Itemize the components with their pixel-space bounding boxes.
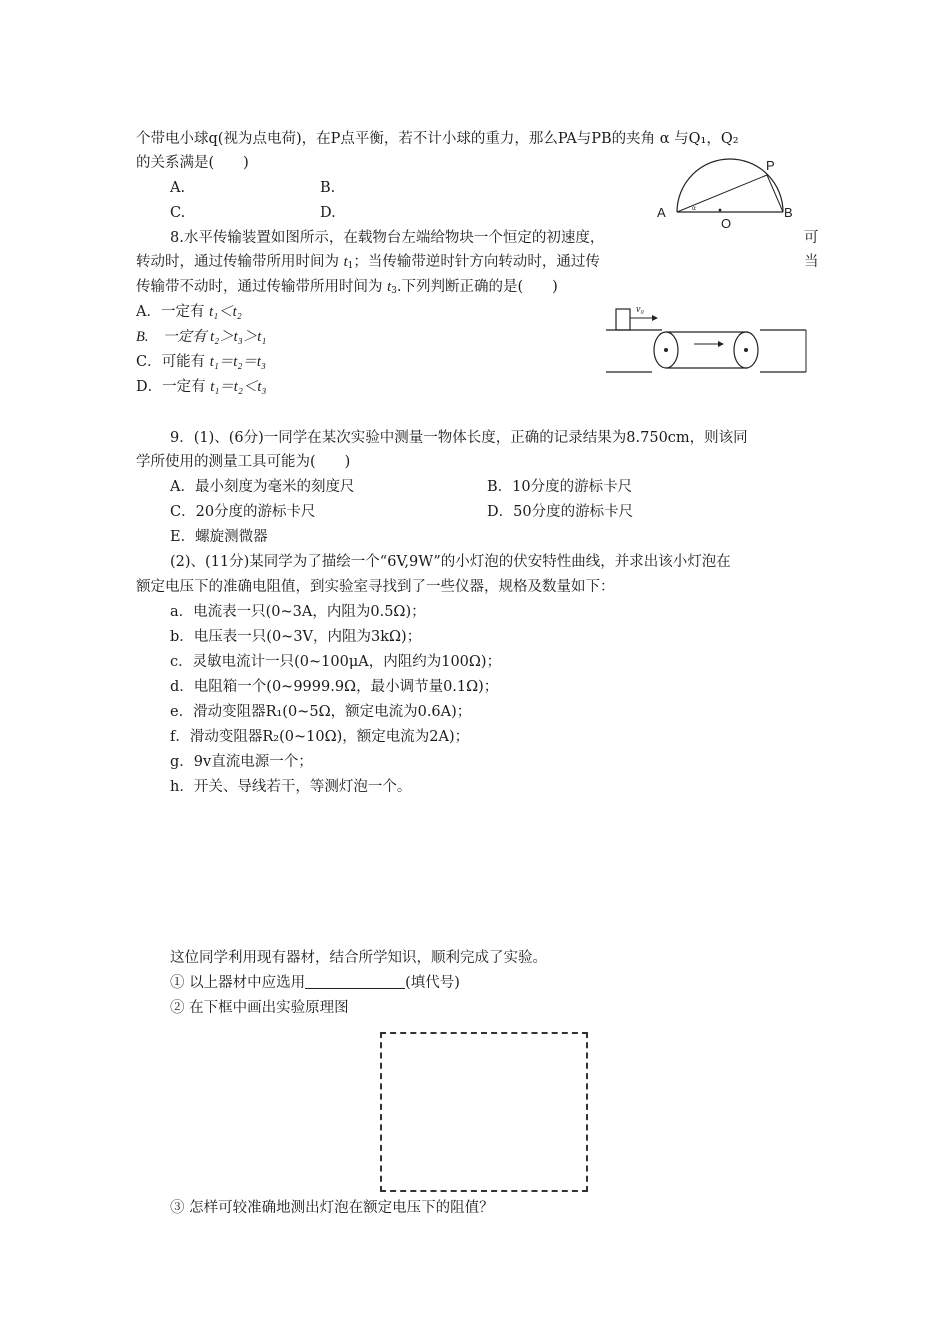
q8-option-d-label: D．一定有 <box>136 379 211 395</box>
point-p-label: P <box>766 158 775 173</box>
q8-option-a <box>136 302 242 322</box>
semicircle-diagram <box>650 150 800 232</box>
answer-blank[interactable] <box>305 974 405 989</box>
equipment-item: a．电流表一只(0~3A，内阻为0.5Ω)； <box>170 604 426 620</box>
conveyor-diagram <box>600 296 810 380</box>
v0-label: v₀ <box>636 304 644 315</box>
q7-option-c: C. <box>170 205 186 221</box>
q7-option-d: D. <box>320 205 336 221</box>
point-b-label: B <box>784 205 793 220</box>
equipment-item: c．灵敏电流计一只(0~100μA，内阻约为100Ω)； <box>170 654 502 670</box>
q9-part1-line2: 学所使用的测量工具可能为( ) <box>136 454 351 470</box>
equipment-item: f．滑动变阻器R₂(0~10Ω)，额定电流为2A)； <box>170 729 470 745</box>
block <box>616 309 630 330</box>
equipment-item: b．电压表一只(0~3V，内阻为3kΩ)； <box>170 629 422 645</box>
q8-option-a-label: A．一定有 <box>136 304 210 320</box>
q8-line2-pre: 转动时，通过传输带所用时间为 <box>136 254 344 270</box>
q9-part1-line1: 9．(1)、(6分)一同学在某次实验中测量一物体长度，正确的记录结果为8.750cm，则该同 <box>170 430 748 446</box>
q8-line3-pre: 传输带不动时，通过传输带所用时间为 <box>136 279 388 295</box>
alpha-label: α <box>692 205 696 212</box>
q9-sub3: ③ 怎样可较准确地测出灯泡在额定电压下的阻值？ <box>170 1200 494 1216</box>
q7-stem-line2: 的关系满是( ) <box>136 155 249 171</box>
t3-subscript: 3 <box>391 286 397 296</box>
q9-sub2: ② 在下框中画出实验原理图 <box>170 1000 349 1016</box>
center-dot <box>719 209 722 212</box>
t1-symbol: t <box>343 254 348 270</box>
q8-option-b-label: B. 一定有 <box>136 329 211 345</box>
q9-part2-line2: 额定电压下的准确电阻值，到实验室寻找到了一些仪器，规格及数量如下： <box>136 579 615 595</box>
q8-option-c <box>136 352 266 372</box>
q8-stem-line2 <box>136 252 600 276</box>
q7-stem-line1: 个带电小球q(视为点电荷)，在P点平衡，若不计小球的重力，那么PA与PB的夹角 α 与Q₁，Q₂ <box>136 131 739 147</box>
t3-symbol: t <box>387 279 392 295</box>
pa-line <box>677 175 767 212</box>
q8-option-a-expr: t₁＜t₂ <box>209 304 242 320</box>
q9-part2-line1: (2)、(11分)某同学为了描绘一个“6V,9W”的小灯泡的伏安特性曲线，并求出该小灯泡在 <box>170 554 731 570</box>
q8-stem-line1-tail: 可 <box>804 230 819 246</box>
equipment-item: d．电阻箱一个(0~9999.9Ω，最小调节量0.1Ω)； <box>170 679 499 695</box>
q8-option-b <box>136 327 266 347</box>
pb-line <box>767 175 783 212</box>
q9-sub1-post: (填代号) <box>405 975 460 991</box>
q9-option-c: C．20分度的游标卡尺 <box>170 504 316 520</box>
q8-option-b-expr: t₂＞t₃＞t₁ <box>210 329 267 345</box>
q8-line2-mid: ；当传输带逆时针方向转动时，通过传 <box>353 254 600 270</box>
equipment-item: e．滑动变阻器R₁(0~5Ω，额定电流为0.6A)； <box>170 704 472 720</box>
q8-option-c-expr: t₁＝t₂＝t₃ <box>209 354 266 370</box>
q9-option-d: D．50分度的游标卡尺 <box>487 504 634 520</box>
q8-stem-line2-tail: 当 <box>804 254 819 270</box>
q8-stem-line3 <box>136 277 558 301</box>
q7-option-b: B. <box>320 180 336 196</box>
circuit-drawing-box[interactable] <box>380 1032 588 1192</box>
q9-option-e: E．螺旋测微器 <box>170 529 268 545</box>
q7-option-a: A. <box>170 180 186 196</box>
q8-option-d-expr: t₁＝t₂＜t₃ <box>210 379 267 395</box>
q9-conclusion: 这位同学利用现有器材，结合所学知识，顺利完成了实验。 <box>170 950 547 966</box>
q9-option-b: B．10分度的游标卡尺 <box>487 479 633 495</box>
q9-sub1-pre: ① 以上器材中应选用 <box>170 975 306 991</box>
equipment-item: g．9v直流电源一个； <box>170 754 313 770</box>
point-a-label: A <box>657 205 666 220</box>
q8-option-c-label: C．可能有 <box>136 354 210 370</box>
q8-stem-line1: 8.水平传输装置如图所示，在载物台左端给物块一个恒定的初速度， <box>170 230 605 246</box>
q8-option-d <box>136 377 266 397</box>
q9-option-a: A．最小刻度为毫米的刻度尺 <box>170 479 355 495</box>
q9-sub1 <box>170 973 460 993</box>
t1-subscript: 1 <box>347 261 354 271</box>
equipment-item: h．开关、导线若干，等测灯泡一个。 <box>170 779 412 795</box>
q8-line3-post: .下列判断正确的是( ) <box>396 279 558 295</box>
point-o-label: O <box>721 216 732 231</box>
